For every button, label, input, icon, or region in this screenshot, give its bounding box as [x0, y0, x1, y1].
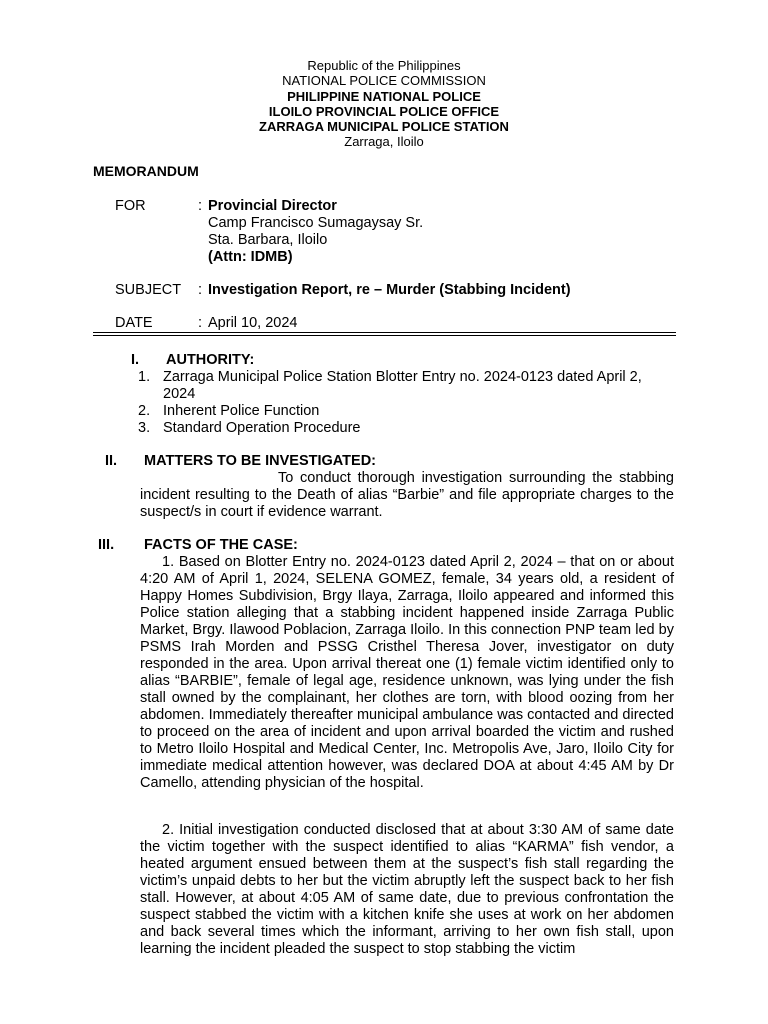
- for-recipient-title: Provincial Director: [208, 198, 337, 214]
- date-colon: :: [198, 315, 203, 331]
- for-recipient-camp: Camp Francisco Sumagaysay Sr.: [208, 215, 424, 231]
- header-divider-top: [93, 332, 676, 333]
- letterhead-pnp: PHILIPPINE NATIONAL POLICE: [287, 88, 481, 104]
- matters-heading: MATTERS TO BE INVESTIGATED:: [144, 453, 377, 469]
- subject-label: SUBJECT: [115, 282, 182, 298]
- facts-paragraph-2: 2. Initial investigation conducted disclosed that at about 3:30 AM of same date the victim together with the suspect identified to alias “KARMA” fish vendor, a heated argument ensued between them at the suspect’s fish stall regarding the victim’s unpaid debts to her but the victim abruptly left the suspect back to her fish stall. However, at about 4:05 AM of same date, due to previous confrontation the suspect stabbed the victim with a kitchen knife she uses at work on her abdomen and back several times which the informant, arriving to her own fish stall, upon learning the incident pleaded the suspect to stop stabbing the victim: [140, 822, 674, 957]
- letterhead-republic: Republic of the Philippines: [307, 58, 461, 73]
- authority-item: [138, 420, 678, 437]
- letterhead: [0, 58, 768, 150]
- authority-item-number: 2.: [138, 403, 151, 419]
- for-recipient: [208, 198, 423, 266]
- for-recipient-town: Sta. Barbara, Iloilo: [208, 232, 328, 248]
- matters-numeral: II.: [105, 453, 118, 469]
- authority-item-number: 3.: [138, 420, 151, 436]
- for-label: FOR: [115, 198, 146, 214]
- authority-numeral: I.: [131, 352, 140, 368]
- letterhead-location: Zarraga, Iloilo: [344, 134, 424, 150]
- letterhead-station: ZARRAGA MUNICIPAL POLICE STATION: [259, 119, 509, 135]
- authority-item-text: Inherent Police Function: [163, 403, 320, 419]
- facts-paragraph-1: 1. Based on Blotter Entry no. 2024-0123 dated April 2, 2024 – that on or about 4:20 AM of April 1, 2024, SELENA GOMEZ, female, 34 years old, a resident of Happy Homes Subdivision, Brgy Ilaya, Zarraga, Iloilo appeared and informed this Police station alleging that a stabbing incident happened inside Zarraga Public Market, Brgy. Ilawood Poblacion, Zarraga Iloilo. In this connection PNP team led by PSMS Irah Morden and PSSG Cristhel Theresa Jover, investigator on duty responded in the area. Upon arrival thereat one (1) female victim identified only to alias “BARBIE”, female of legal age, residence unknown, was lying under the fish stall owned by the complainant, her clothes are torn, with blood oozing from her abdomen. Immediately thereafter municipal ambulance was contacted and directed to proceed on the area of incident and upon arrival boarded the victim and rushed to Metro Iloilo Hospital and Medical Center, Inc. Metropolis Ave, Jaro, Iloilo City for immediate medical attention however, was declared DOA at about 4:45 AM by Dr Camello, attending physician of the hospital.: [140, 554, 674, 791]
- subject-value: Investigation Report, re – Murder (Stabbing Incident): [208, 282, 571, 298]
- facts-numeral: III.: [98, 537, 115, 553]
- subject-colon: :: [198, 282, 203, 298]
- authority-item: [138, 369, 678, 403]
- facts-heading: FACTS OF THE CASE:: [144, 537, 298, 553]
- authority-item-number: 1.: [138, 369, 151, 385]
- for-colon: :: [198, 198, 203, 214]
- authority-item-text: Standard Operation Procedure: [163, 420, 361, 436]
- date-label: DATE: [115, 315, 153, 331]
- header-divider-bottom: [93, 335, 676, 336]
- letterhead-napolcom: NATIONAL POLICE COMMISSION: [282, 73, 486, 89]
- memo-title: MEMORANDUM: [93, 163, 199, 179]
- authority-list: [138, 369, 678, 437]
- date-value: April 10, 2024: [208, 315, 298, 331]
- letterhead-provincial-office: ILOILO PROVINCIAL POLICE OFFICE: [268, 103, 500, 119]
- authority-item-text: Zarraga Municipal Police Station Blotter Entry no. 2024-0123 dated April 2, 2024: [163, 369, 642, 402]
- authority-item: [138, 403, 678, 420]
- matters-text: To conduct thorough investigation surrounding the stabbing incident resulting to the Death of alias “Barbie” and file appropriate charges to the suspect/s in court if evidence warrant.: [140, 470, 674, 520]
- authority-heading: AUTHORITY:: [166, 352, 255, 368]
- for-recipient-attn: (Attn: IDMB): [208, 249, 293, 265]
